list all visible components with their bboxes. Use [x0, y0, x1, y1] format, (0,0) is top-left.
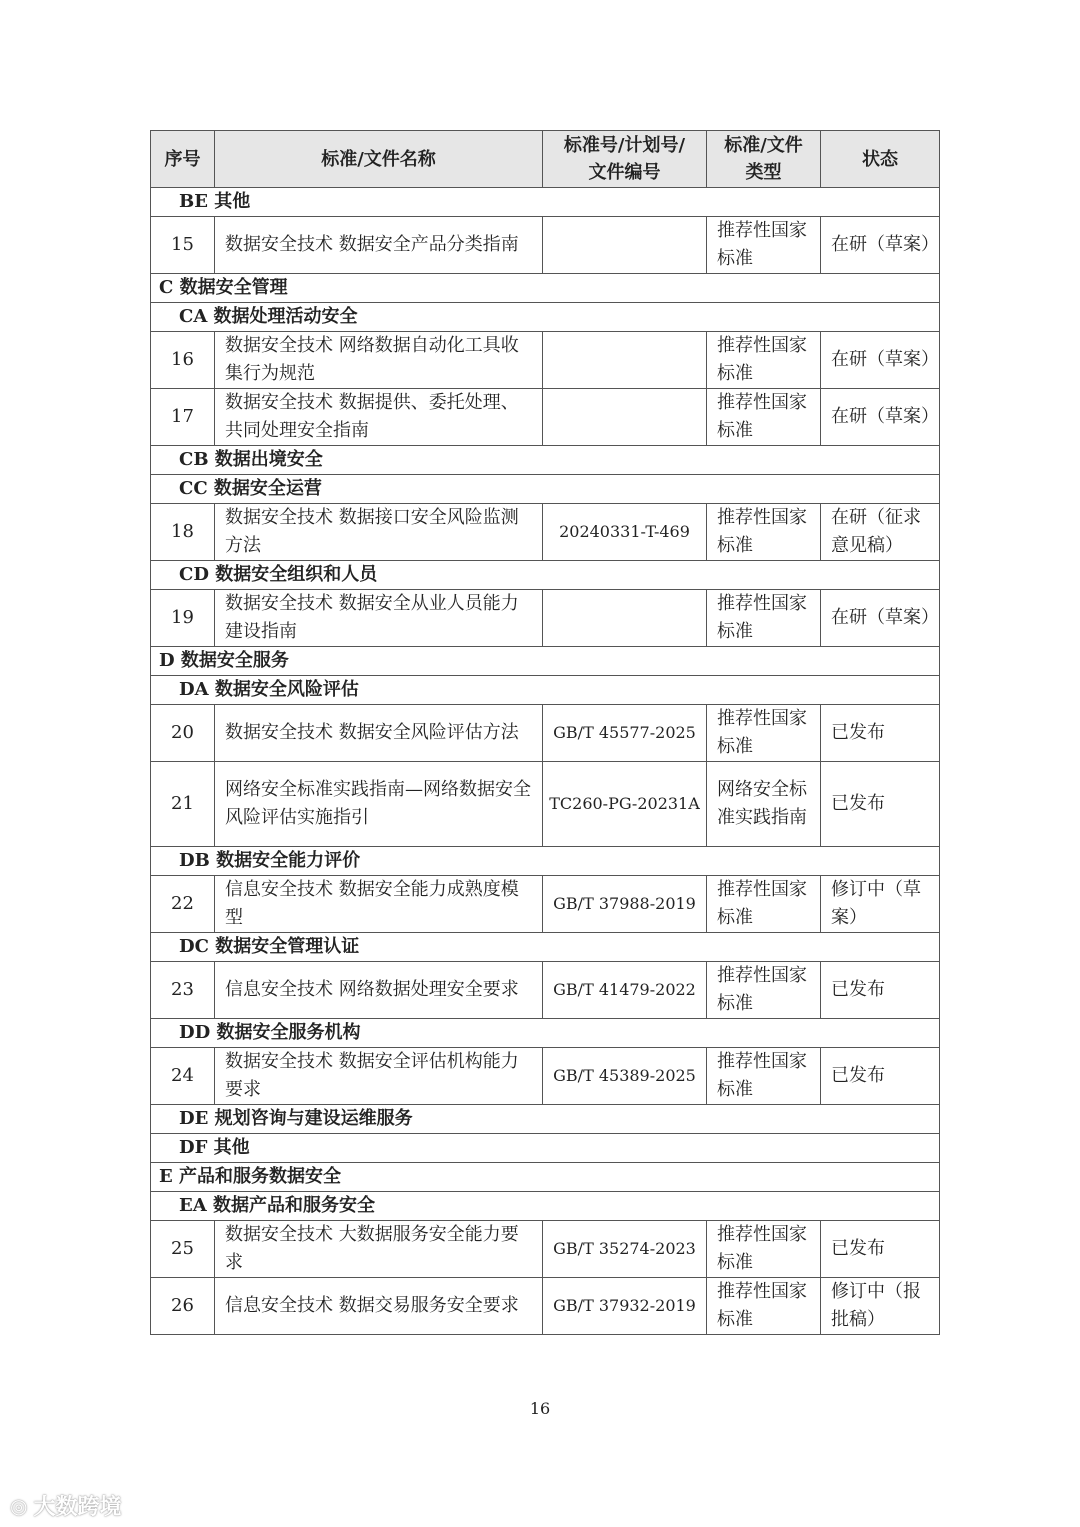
standard-code: GB/T 35274-2023 [543, 1221, 707, 1278]
standard-code: GB/T 41479-2022 [543, 962, 707, 1019]
section-row [151, 188, 940, 217]
standard-name: 数据安全技术 大数据服务安全能力要求 [215, 1221, 543, 1278]
standard-type: 推荐性国家标准 [707, 1048, 821, 1105]
table-row [151, 332, 940, 389]
section-heading: D 数据安全服务 [151, 647, 940, 676]
standard-code: 20240331-T-469 [543, 504, 707, 561]
section-heading: DB 数据安全能力评价 [151, 847, 940, 876]
standard-code: GB/T 37932-2019 [543, 1278, 707, 1335]
table-row [151, 762, 940, 847]
standard-name: 数据安全技术 网络数据自动化工具收集行为规范 [215, 332, 543, 389]
row-number: 23 [151, 962, 215, 1019]
section-heading: C 数据安全管理 [151, 274, 940, 303]
table-body [151, 188, 940, 1335]
standard-name: 数据安全技术 数据安全评估机构能力要求 [215, 1048, 543, 1105]
section-row [151, 1105, 940, 1134]
header-status: 状态 [821, 131, 940, 188]
row-number: 22 [151, 876, 215, 933]
standard-code [543, 217, 707, 274]
section-heading: CD 数据安全组织和人员 [151, 561, 940, 590]
table-row [151, 504, 940, 561]
watermark [10, 1490, 121, 1521]
standard-name: 信息安全技术 网络数据处理安全要求 [215, 962, 543, 1019]
table-row [151, 1221, 940, 1278]
row-number: 16 [151, 332, 215, 389]
standard-type: 推荐性国家标准 [707, 590, 821, 647]
row-number: 17 [151, 389, 215, 446]
standard-name: 数据安全技术 数据安全产品分类指南 [215, 217, 543, 274]
standard-name: 数据安全技术 数据安全从业人员能力建设指南 [215, 590, 543, 647]
header-name: 标准/文件名称 [215, 131, 543, 188]
table-row [151, 1278, 940, 1335]
standard-type: 推荐性国家标准 [707, 389, 821, 446]
section-row [151, 1163, 940, 1192]
standard-status: 已发布 [821, 762, 940, 847]
table-row [151, 389, 940, 446]
standard-status: 已发布 [821, 1221, 940, 1278]
standard-status: 在研（征求意见稿） [821, 504, 940, 561]
row-number: 18 [151, 504, 215, 561]
standard-status: 在研（草案） [821, 332, 940, 389]
standard-status: 修订中（报批稿） [821, 1278, 940, 1335]
standard-name: 数据安全技术 数据安全风险评估方法 [215, 705, 543, 762]
section-row [151, 933, 940, 962]
row-number: 24 [151, 1048, 215, 1105]
standard-status: 修订中（草案） [821, 876, 940, 933]
standard-status: 已发布 [821, 962, 940, 1019]
standard-type: 推荐性国家标准 [707, 1221, 821, 1278]
standard-code [543, 389, 707, 446]
row-number: 19 [151, 590, 215, 647]
standard-code: GB/T 45577-2025 [543, 705, 707, 762]
section-heading: E 产品和服务数据安全 [151, 1163, 940, 1192]
standard-type: 推荐性国家标准 [707, 876, 821, 933]
header-type: 标准/文件类型 [707, 131, 821, 188]
standard-type: 推荐性国家标准 [707, 504, 821, 561]
section-heading: DD 数据安全服务机构 [151, 1019, 940, 1048]
standard-status: 在研（草案） [821, 590, 940, 647]
row-number: 26 [151, 1278, 215, 1335]
section-heading: CC 数据安全运营 [151, 475, 940, 504]
header-num: 序号 [151, 131, 215, 188]
section-heading: EA 数据产品和服务安全 [151, 1192, 940, 1221]
standard-status: 在研（草案） [821, 217, 940, 274]
standard-name: 数据安全技术 数据接口安全风险监测方法 [215, 504, 543, 561]
standard-status: 在研（草案） [821, 389, 940, 446]
table-row [151, 590, 940, 647]
section-row [151, 303, 940, 332]
standard-name: 信息安全技术 数据安全能力成熟度模型 [215, 876, 543, 933]
header-code: 标准号/计划号/文件编号 [543, 131, 707, 188]
section-row [151, 1192, 940, 1221]
section-row [151, 1134, 940, 1163]
section-row [151, 647, 940, 676]
standard-status: 已发布 [821, 1048, 940, 1105]
weibo-eye-icon: ◎ [10, 1493, 28, 1518]
table-row [151, 705, 940, 762]
standard-type: 推荐性国家标准 [707, 962, 821, 1019]
standard-name: 网络安全标准实践指南—网络数据安全风险评估实施指引 [215, 762, 543, 847]
standard-status: 已发布 [821, 705, 940, 762]
watermark-text: 大数跨境 [33, 1495, 122, 1520]
standard-code [543, 590, 707, 647]
section-heading: CB 数据出境安全 [151, 446, 940, 475]
page-number: 16 [529, 1399, 551, 1418]
section-row [151, 676, 940, 705]
row-number: 21 [151, 762, 215, 847]
standards-table [150, 130, 940, 1335]
section-row [151, 274, 940, 303]
standard-name: 数据安全技术 数据提供、委托处理、共同处理安全指南 [215, 389, 543, 446]
table-header-row [151, 131, 940, 188]
section-row [151, 847, 940, 876]
section-heading: DC 数据安全管理认证 [151, 933, 940, 962]
section-row [151, 1019, 940, 1048]
section-heading: BE 其他 [151, 188, 940, 217]
row-number: 15 [151, 217, 215, 274]
standard-code: GB/T 45389-2025 [543, 1048, 707, 1105]
standard-code: TC260-PG-20231A [543, 762, 707, 847]
section-heading: DA 数据安全风险评估 [151, 676, 940, 705]
row-number: 25 [151, 1221, 215, 1278]
standard-type: 网络安全标准实践指南 [707, 762, 821, 847]
section-row [151, 475, 940, 504]
section-row [151, 446, 940, 475]
standard-type: 推荐性国家标准 [707, 705, 821, 762]
table-row [151, 1048, 940, 1105]
section-row [151, 561, 940, 590]
row-number: 20 [151, 705, 215, 762]
section-heading: DE 规划咨询与建设运维服务 [151, 1105, 940, 1134]
standard-code: GB/T 37988-2019 [543, 876, 707, 933]
standard-type: 推荐性国家标准 [707, 332, 821, 389]
standard-type: 推荐性国家标准 [707, 217, 821, 274]
standard-code [543, 332, 707, 389]
section-heading: CA 数据处理活动安全 [151, 303, 940, 332]
table-row [151, 876, 940, 933]
section-heading: DF 其他 [151, 1134, 940, 1163]
table-row [151, 217, 940, 274]
standard-name: 信息安全技术 数据交易服务安全要求 [215, 1278, 543, 1335]
standard-type: 推荐性国家标准 [707, 1278, 821, 1335]
table-row [151, 962, 940, 1019]
